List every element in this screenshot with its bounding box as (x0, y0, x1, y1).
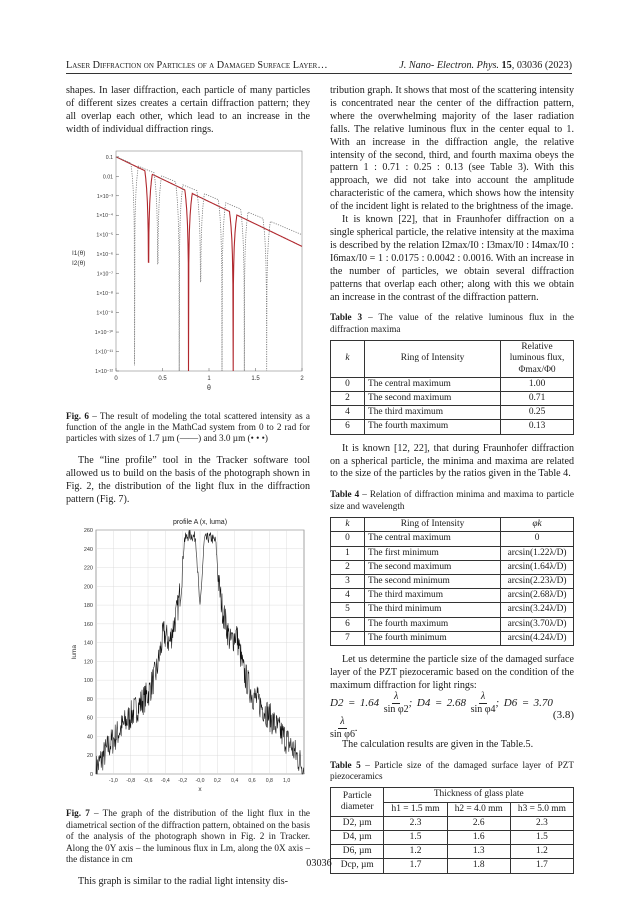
table-5-cell: 1.2 (384, 845, 447, 859)
y-tick-label: 1×10⁻¹⁰ (94, 329, 113, 336)
table-4-cell: arcsin(4.24λ/D) (501, 631, 574, 645)
x-tick-label: 0,8 (265, 778, 273, 785)
y-tick-label: 1×10⁻⁶ (96, 251, 113, 258)
series-2-line (116, 156, 302, 370)
table-5-cell: 1.8 (447, 859, 510, 873)
y-tick-label: 1×10⁻¹¹ (95, 349, 113, 356)
series-1-line (116, 156, 302, 370)
table-5-row (331, 845, 574, 859)
table-4-row (331, 631, 574, 645)
table-5-subheader: h2 = 4.0 mm (447, 802, 510, 816)
paragraph: The calculation results are given in the Table.5. (342, 738, 534, 750)
figure-7-chart (66, 514, 310, 804)
y-tick-label: 0 (89, 772, 93, 779)
paragraph: tribution graph. It shows that most of the scattering intensity is concentrated near the center of the diffraction pattern, where the overwhelming majority of the laser radiation falls. The relative luminous flux in the center equal to 1. With an increase in the diffraction angle, the relative intensity of the second, third, and fourth maxima obeys the pattern 1 : 0.71 : 0.25 : 0.13 (see Table 3). With this approach, we did not take into account the amplitude characteristic of the camera, which shows how the intensity of the incident light is related to the brightness of the image. (330, 85, 574, 213)
y-tick-label: 1×10⁻⁸ (96, 290, 113, 297)
table-4-cell: The second maximum (365, 560, 501, 574)
table-3-header: Ring of Intensity (365, 341, 501, 378)
table-4-cell: arcsin(3.24λ/D) (501, 603, 574, 617)
table-4 (330, 517, 574, 646)
x-tick-label: 0 (114, 375, 118, 382)
table-4-row (331, 560, 574, 574)
table-5-cell: 1.5 (384, 831, 447, 845)
table-4-header: Ring of Intensity (365, 518, 501, 532)
table-4-cell: arcsin(2.68λ/D) (501, 589, 574, 603)
table-3-cell: The central maximum (365, 377, 501, 391)
equation-3-8 (330, 690, 574, 740)
table-5-cell: D6, µm (331, 845, 384, 859)
table-3-header: Relative luminous flux, Φmax/Φ0 (501, 341, 574, 378)
table-3-cell: The fourth maximum (365, 420, 501, 434)
x-tick-label: -0,2 (178, 778, 188, 785)
y-tick-label: 1×10⁻⁴ (96, 212, 113, 219)
paragraph: shapes. In laser diffraction, each particle of many particles of different sizes creates a certain diffraction pattern; they all overlap each other, which lead to an increase in the width of individual diffraction rings. (66, 85, 310, 135)
table-3-cell: 2 (331, 392, 365, 406)
y-tick-label: 120 (83, 659, 93, 666)
table-4-cell: The fourth minimum (365, 631, 501, 645)
table-4-row (331, 589, 574, 603)
table-3-row (331, 420, 574, 434)
table-5-subheader: h3 = 5.0 mm (510, 802, 573, 816)
x-tick-label: -0,8 (126, 778, 136, 785)
paragraph: The “line profile” tool in the Tracker software tool allowed us to build on the basis of the photograph shown in Fig. 2, the distribution of the light flux in the diffraction pattern (Fig. 7). (66, 454, 310, 505)
table-3-header: k (331, 341, 365, 378)
table-4-cell: arcsin(3.70λ/D) (501, 617, 574, 631)
table-3-cell: 0.71 (501, 392, 574, 406)
figure-7 (66, 514, 310, 804)
equation-number: (3.8) (552, 709, 574, 722)
y-tick-label: 160 (83, 622, 93, 629)
table-4-cell: 5 (331, 603, 365, 617)
x-tick-label: -1,0 (108, 778, 118, 785)
y-tick-label: 220 (83, 566, 93, 573)
x-tick-label: 1.5 (251, 375, 260, 382)
table-3-row (331, 377, 574, 391)
y-tick-label: 1×10⁻³ (96, 193, 113, 200)
table-4-cell: arcsin(2.23λ/D) (501, 574, 574, 588)
table-5-cell: Dcp, µm (331, 859, 384, 873)
x-axis-label: x (198, 786, 202, 794)
table-5-cell: 2.6 (447, 816, 510, 830)
x-tick-label: 0.5 (158, 375, 167, 382)
y-tick-label: 20 (86, 753, 93, 760)
table-5-caption: Table 5 – Particle size of the damaged surface layer of PZT piezoceramics (330, 759, 574, 782)
y-tick-label: 200 (83, 584, 93, 591)
table-4-cell: arcsin(1.64λ/D) (501, 560, 574, 574)
table-5-cell: 2.3 (510, 816, 573, 830)
table-5-cell: 1.6 (447, 831, 510, 845)
y-tick-label: 60 (86, 716, 93, 723)
table-5-header: Thickness of glass plate (384, 788, 574, 802)
table-4-row (331, 603, 574, 617)
table-3-cell: 6 (331, 420, 365, 434)
chart-title: profile A (x, luma) (172, 519, 228, 527)
table-5-cell: 1.7 (510, 859, 573, 873)
legend-series-1: I1(θ) (72, 249, 86, 257)
table-4-header: φk (501, 518, 574, 532)
table-3-cell: 4 (331, 406, 365, 420)
plot-frame (116, 151, 302, 371)
x-tick-label: 1 (207, 375, 211, 382)
table-3-cell: 0.13 (501, 420, 574, 434)
running-header (66, 56, 572, 74)
legend-series-2: I2(θ) (72, 259, 86, 267)
y-tick-label: 40 (86, 734, 93, 741)
y-tick-label: 0.01 (102, 173, 113, 180)
table-3-cell: 0 (331, 377, 365, 391)
paragraph: It is known [22], that in Fraunhofer diffraction on a single spherical particle, the relative intensity at the maxima is described by the relation I2max/I0 : I3max/I0 : I4max/I0 : I6max/I0 = 1 : 0.0175 : 0.0042 : 0.0016. With an increase in the number of particles, we obtain several diffraction patterns that overlap each other; along with this we obtain an increase in the contrast of the diffraction pattern. (330, 214, 574, 303)
table-5-cell: 2.3 (384, 816, 447, 830)
y-tick-label: 140 (83, 641, 93, 648)
table-4-row (331, 546, 574, 560)
table-5-header: Particle diameter (331, 788, 384, 816)
x-tick-label: -0,0 (195, 778, 205, 785)
table-4-row (331, 574, 574, 588)
figure-6-chart (66, 145, 310, 405)
table-4-cell: The fourth maximum (365, 617, 501, 631)
table-4-cell: The first minimum (365, 546, 501, 560)
table-4-cell: 7 (331, 631, 365, 645)
paragraph: Let us determine the particle size of the damaged surface layer of the PZT piezoceramic based on the condition of the maximum diffraction for light rings: (330, 654, 574, 691)
y-tick-label: 100 (83, 678, 93, 685)
table-5-cell: 1.7 (384, 859, 447, 873)
table-4-cell: arcsin(1.22λ/D) (501, 546, 574, 560)
y-tick-label: 1×10⁻⁵ (96, 232, 113, 239)
x-tick-label: 0,2 (213, 778, 221, 785)
y-axis-label: luma (71, 645, 78, 660)
table-3-caption: Table 3 – The value of the relative luminous flux in the diffraction maxima (330, 312, 574, 334)
table-3-row (331, 406, 574, 420)
y-tick-label: 1×10⁻⁷ (96, 271, 113, 278)
table-4-cell: 0 (501, 532, 574, 546)
y-tick-label: 260 (83, 528, 93, 535)
table-4-cell: The second minimum (365, 574, 501, 588)
table-5-subheader: h1 = 1.5 mm (384, 802, 447, 816)
left-column (66, 85, 310, 888)
table-4-cell: 3 (331, 574, 365, 588)
right-column (330, 85, 574, 874)
table-4-cell: 0 (331, 532, 365, 546)
table-5-cell: D4, µm (331, 831, 384, 845)
header-citation: J. Nano- Electron. Phys. 15, 03036 (2023) (399, 60, 572, 71)
table-4-cell: The central maximum (365, 532, 501, 546)
table-3-cell: 0.25 (501, 406, 574, 420)
table-4-caption: Table 4 – Relation of diffraction minima and maxima to particle size and wavelength (330, 489, 574, 511)
table-3-cell: The third maximum (365, 406, 501, 420)
table-4-header: k (331, 518, 365, 532)
x-axis-label: θ (207, 384, 211, 392)
table-5-cell: 1.3 (447, 845, 510, 859)
paragraph: It is known [12, 22], that during Fraunhofer diffraction on a spherical particle, the minima and maxima are related to the size of the particles by the ratios given in the Table 4. (330, 442, 574, 480)
paragraph: This graph is similar to the radial light intensity dis- (78, 875, 288, 887)
figure-6 (66, 145, 310, 405)
y-tick-label: 240 (83, 547, 93, 554)
table-4-cell: 2 (331, 560, 365, 574)
y-tick-label: 1×10⁻⁹ (96, 310, 113, 317)
table-4-cell: 4 (331, 589, 365, 603)
figure-7-caption: Fig. 7 – The graph of the distribution of the light flux in the diametrical section of the diffraction pattern, obtained on the basis of the analysis of the photograph shown in Fig. 2 in Tracker. Along the 0Y axis – the luminous flux in Lm, along the 0X axis – the distance in cm (66, 808, 310, 865)
y-tick-label: 0.1 (105, 154, 113, 161)
x-tick-label: 0,6 (248, 778, 256, 785)
equation-body: D2 = 1.64 $\frac{\lambda}{\text{sin φ2}}$ ; D4 = 2.68 $\frac{\lambda}{\text{sin φ4}}$ ; D6 = 3.70 $\frac{\lambda}{\text{sin φ6}}$ . (330, 690, 553, 740)
table-5-row (331, 831, 574, 845)
x-tick-label: 2 (300, 375, 304, 382)
x-tick-label: 0,4 (231, 778, 239, 785)
table-4-cell: The third minimum (365, 603, 501, 617)
page-number: 03036 (306, 858, 332, 869)
table-5-cell: D2, µm (331, 816, 384, 830)
y-tick-label: 1×10⁻¹² (95, 368, 113, 375)
figure-6-caption: Fig. 6 – The result of modeling the total scattered intensity as a function of the angle in the MathCad system from 0 to 2 rad for particles with sizes of 1.7 µm (――) and 3.0 µm (• • •) (66, 410, 311, 444)
table-5-cell: 1.5 (510, 831, 573, 845)
table-5-cell: 1.2 (510, 845, 573, 859)
x-tick-label: -0,4 (160, 778, 170, 785)
table-3-cell: 1.00 (501, 377, 574, 391)
header-title: Laser Diffraction on Particles of a Damaged Surface Layer… (66, 60, 328, 71)
table-3-cell: The second maximum (365, 392, 501, 406)
table-3-row (331, 392, 574, 406)
table-4-row (331, 532, 574, 546)
x-tick-label: -0,6 (143, 778, 153, 785)
table-3 (330, 340, 574, 434)
table-4-cell: The third maximum (365, 589, 501, 603)
table-4-cell: 6 (331, 617, 365, 631)
y-tick-label: 80 (86, 697, 93, 704)
table-4-cell: 1 (331, 546, 365, 560)
table-4-row (331, 617, 574, 631)
table-5-row (331, 816, 574, 830)
x-tick-label: 1,0 (283, 778, 291, 785)
y-tick-label: 180 (83, 603, 93, 610)
